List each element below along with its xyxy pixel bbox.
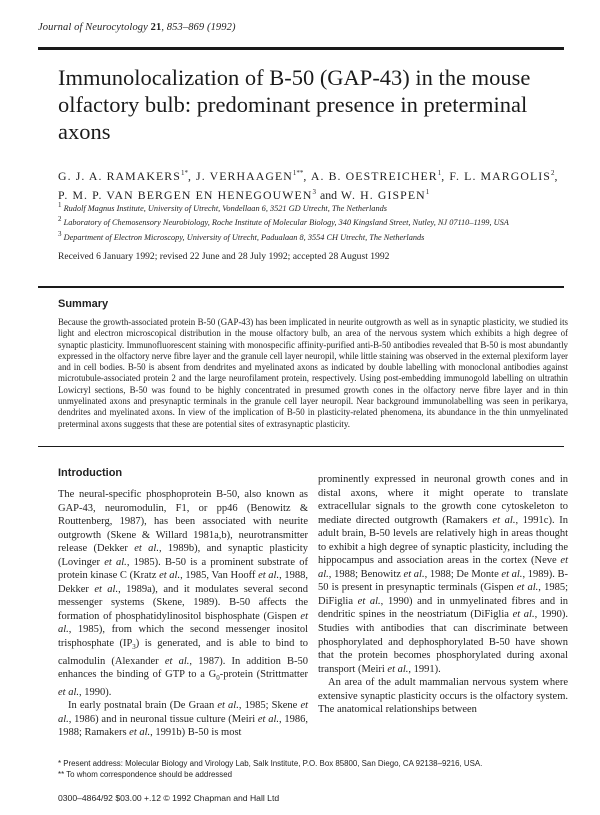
paragraph: In early postnatal brain (De Graan et al., 1985; Skene et al., 1986) and in neuronal tissue culture (Meiri et al., 1986, 1988; Ramakers et al., 1991b) B-50 is most — [58, 700, 309, 739]
journal-name: Journal of Neurocytology — [38, 22, 148, 33]
introduction-heading: Introduction — [58, 467, 123, 479]
affiliation: $^2$ Laboratory of Chemosensory Neurobiology, Roche Institute of Molecular Biology, 340 Kingsland Street, Nutley, NJ 07110–1199, USA — [58, 215, 509, 228]
author-affil-mark: 1 — [437, 169, 442, 177]
affiliation: $^1$ Rudolf Magnus Institute, University of Utrecht, Vondellaan 6, 3521 GD Utrecht, The Netherlands — [58, 201, 387, 213]
author-affil-mark: 1 — [425, 187, 430, 196]
body-column-left — [58, 488, 308, 740]
article-title: Immunolocalization of B-50 (GAP-43) in the mouse olfactory bulb: predominant presence in preterminal axons — [58, 65, 531, 144]
journal-header — [38, 22, 236, 33]
author-name: P. M. P. VAN BERGEN EN HENEGOUWEN — [58, 187, 313, 202]
summary-bottom-rule — [38, 446, 564, 447]
body-column-right — [318, 473, 568, 717]
copyright-line: 0300–4864/92 $03.00 +.12 © 1992 Chapman and Hall Ltd — [58, 793, 280, 803]
paragraph: prominently expressed in neuronal growth cones and in distal axons, where it might operate to translate extracellular signals to the growth cone cytoskeleton to mediate directed outgrowth (Ramakers et al., 1991c). In adult brain, B-50 levels are relatively high in areas thought to exhibit a high degree of synaptic plasticity, including the hippocampus and association areas in the cortex (Neve et al., 1988; Benowitz et al., 1988; De Monte et al., 1989). B-50 is present in presynaptic terminals (Gispen et al., 1985; DiFiglia et al., 1990) and in unmyelinated fibres and in dendritic spines in the neostriatum (DiFiglia et al., 1990). Studies with antibodies that can discriminate between phosphorylated and dephosphorylated B-50 have shown that the protein becomes phosphorylated during axonal transport (Meiri et al., 1991). — [318, 474, 568, 675]
author-affil-mark: 2 — [550, 169, 555, 177]
paragraph: An area of the adult mammalian nervous system where extensive synaptic plasticity occurs is the olfactory system. The anatomical relationships between — [318, 677, 568, 716]
author-name: G. J. A. RAMAKERS — [58, 168, 181, 183]
author-name: W. H. GISPEN — [340, 187, 426, 202]
journal-volume: 21 — [150, 22, 162, 33]
paragraph: The neural-specific phosphoprotein B-50, also known as GAP-43, neuromodulin, F1, or pp46 (Benowitz & Routtenberg, 1987), has been associated with neurite outgrowth (Skene & Willard 1981a,b), neurotransmitter release (Dekker et al., 1989b), and synaptic plasticity (Lovinger et al., 1985). B-50 is a prominent substrate of protein kinase C (Kratz et al., 1985, Van Hooff et al., 1988, Dekker et al., 1989a), and it modulates several second messenger systems (Skene, 1989). B-50 affects the formation of phosphatidylinositol bisphosphate (Gispen et al., 1985), from which the second messenger inositol trisphosphate $(IP_3)$ is generated, and is able to bind to calmodulin (Alexander et al., 1987). In addition B-50 enhances the binding of GTP to a $G_0$-protein (Strittmatter et al., 1990). — [58, 489, 309, 698]
summary-heading: Summary — [58, 298, 109, 310]
affiliations — [58, 200, 568, 243]
footnote: * Present address: Molecular Biology and Virology Lab, Salk Institute, P.O. Box 85800, San Diego, CA 92138–9216, USA. — [58, 759, 483, 768]
received-dates: Received 6 January 1992; revised 22 June and 28 July 1992; accepted 28 August 1992 — [58, 251, 390, 262]
author-list: G. J. A. $RAMAKERS^{1*}$, J. $VERHAAGEN^{1**}$, A. B. OESTREICHER$^1$, F. L. MARGOLIS$^2$, P. M. P. VAN BERGEN EN HENEGOUWEN$^3$ and W. H. GISPEN$^1$ — [58, 168, 559, 202]
footnotes — [58, 759, 568, 780]
author-name: A. B. OESTREICHER — [310, 168, 438, 183]
affiliation: $^3$ Department of Electron Microscopy, University of Utrecht, Padualaan 8, 3554 CH Utrecht, The Netherlands — [58, 229, 425, 242]
summary-top-rule — [38, 286, 564, 288]
header-rule — [38, 47, 564, 50]
author-name: J. VERHAAGEN — [196, 168, 293, 183]
author-affil-mark: 1** — [292, 169, 304, 177]
author-name: F. L. MARGOLIS — [449, 168, 551, 183]
author-affil-mark: 1* — [180, 169, 188, 177]
summary-text: Because the growth-associated protein B-50 (GAP-43) has been implicated in neurite outgrowth as well as in synaptic plasticity, we studied its light and electron microscopical distribution in the mouse olfactory bulb, an area of the nervous system which exhibits a high degree of synaptic plasticity. Immunofluorescent staining with monospecific affinity-purified anti-B-50 antibodies revealed that B-50 is most abundantly expressed in the olfactory nerve fibre layer and the granule cell layer neuropil, while little staining was observed in the external plexiform layer and in cell bodies. B-50 is absent from dendrites and myelinated axons as indicated by double labelling with monoclonal antibodies against microtubule-associated protein 2 and the large neurofilament protein, respectively. Using post-embedding immunogold labelling on ultrathin Lowicryl sections, B-50 was found to be highly concentrated in presumed growth cones in the olfactory nerve fibre layer and in thin unmyelinated axons and presynaptic terminals in the granule cell layer neuropil. Near background immunolabelling was seen in perikarya, dendrites and myelinated axons. In view of the implication of B-50 in plasticity-related phenomena, its abundance in the thin unmyelinated preterminal axons suggests that these are potential sites of extrasynaptic plasticity. — [58, 317, 568, 429]
journal-pages-year: , 853–869 (1992) — [161, 22, 236, 33]
author-affil-mark: 3 — [312, 187, 316, 196]
author-and: and — [320, 187, 338, 202]
footnote: ** To whom correspondence should be addressed — [58, 769, 232, 779]
